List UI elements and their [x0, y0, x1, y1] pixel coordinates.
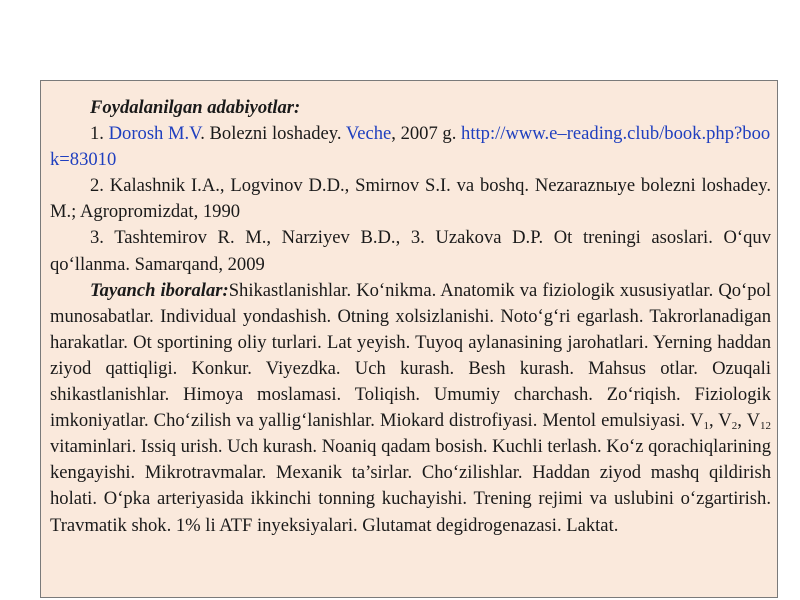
reference-text: Tashtemirov R. M., Narziyev B.D., 3. Uzakova D.P. Ot treningi asoslari. O‘quv qo‘llanma. Samarqand, 2009 [50, 227, 772, 275]
keywords-text: Shikastlanishlar. Ko‘nikma. Anatomik va fiziologik xususiyatlar. Qo‘pol munosabatlar. Individual yondashish. Otning xolsizlanishi. Noto‘g‘ri egarlash. Takrorlanadigan harakatlar. Ot sportining oliy turlari. Lat yeyish. Tuyoq aylanasining jarohatlari. Yerning haddan ziyod qattiqligi. Konkur. Viyezdka. Uch kurash. Besh kurash. Mahsus otlar. Ozuqali shikastlanishlar. Himoya moslamasi. Toliqish. Umumiy charchash. Zo‘riqish. Fiziologik imkoniyatlar. Cho‘zilish va yallig‘lanishlar. Miokard distrofiyasi. Mentol emulsiyasi. V [50, 279, 771, 432]
vitamin-subscript: 1 [703, 420, 709, 433]
reference-item-3 [50, 225, 771, 277]
vitamin-subscript: 12 [760, 420, 772, 433]
publisher-link[interactable]: Veche [345, 123, 392, 145]
reference-text: , 2007 g. [391, 123, 462, 145]
reference-text: . Bolezni loshadey. [200, 123, 346, 145]
reference-url-link[interactable]: http://www.e–reading.club/book.php?book=83010 [50, 123, 771, 171]
vitamin-separator: , V [708, 410, 732, 432]
references-panel [40, 80, 778, 598]
reference-number: 1. [90, 123, 104, 145]
author-link[interactable]: Dorosh M.V [108, 123, 201, 145]
keywords-paragraph [50, 278, 771, 539]
reference-number: 2. [90, 175, 104, 197]
vitamin-subscript: 2 [731, 420, 738, 433]
panel-content [50, 95, 771, 539]
reference-number: 3. [90, 227, 104, 249]
references-heading: Foydalanilgan adabiyotlar: [90, 97, 301, 118]
references-heading-paragraph [50, 95, 771, 121]
keywords-text: vitaminlari. Issiq urish. Uch kurash. Noaniq qadam bosish. Kuchli terlash. Ko‘z qorachiqlarining kengayishi. Mikrotravmalar. Mexanik ta’sirlar. Cho‘zilishlar. Haddan ziyod mashq qildirish holati. O‘pka arteriyasida ikkinchi tonning kuchayishi. Trening rejimi va uslubini o‘zgartirish. Travmatik shok. 1% li ATF inyeksiyalari. Glutamat degidrogenazasi. Laktat. [50, 436, 771, 536]
reference-item-2 [50, 173, 771, 225]
reference-item-1 [50, 121, 771, 173]
keywords-heading: Tayanch iboralar: [90, 279, 229, 301]
reference-text: Kalashnik I.A., Logvinov D.D., Smirnov S.I. va boshq. Nezaraznыye bolezni loshadey. M.; Agropromizdat, 1990 [50, 175, 771, 223]
vitamin-separator: , V [737, 410, 761, 432]
